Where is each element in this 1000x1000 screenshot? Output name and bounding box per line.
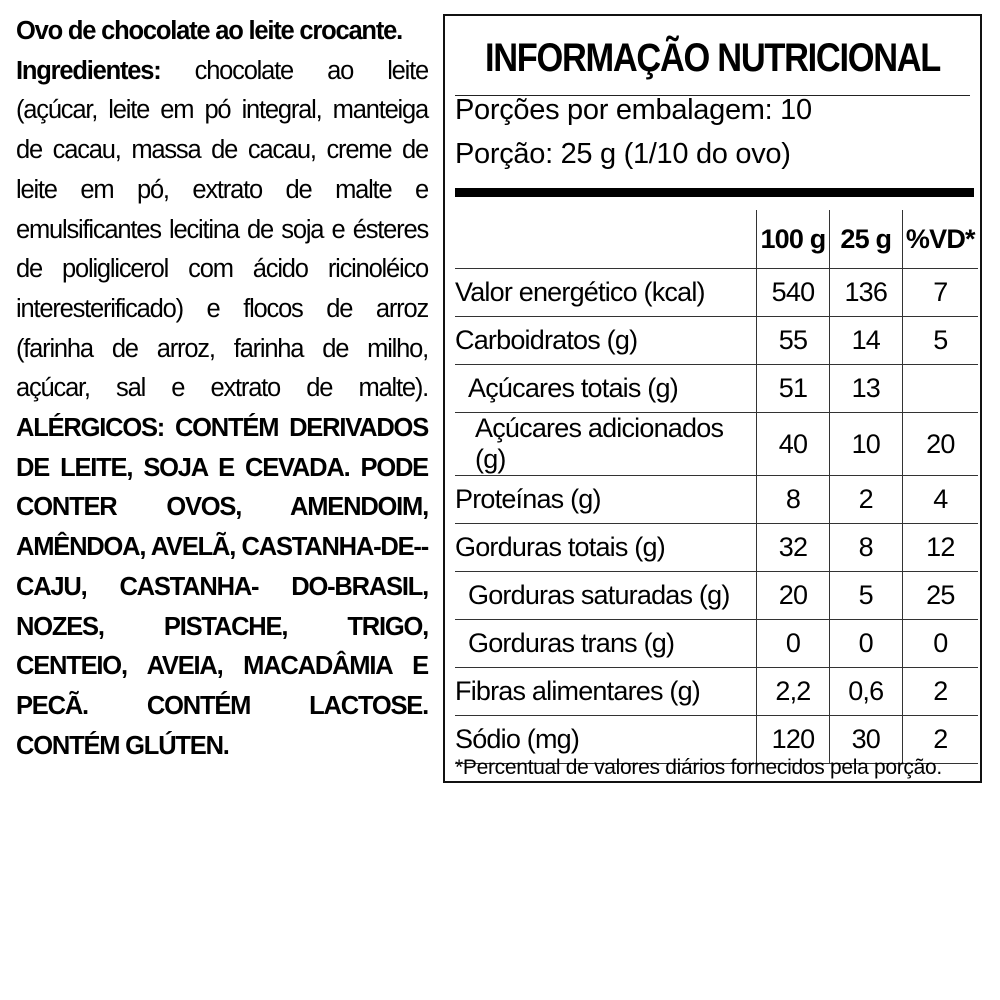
nutrition-title: INFORMAÇÃO NUTRICIONAL (484, 36, 941, 80)
ingredients-text: chocolate ao leite (açúcar, leite em pó integral, manteiga de cacau, massa de cacau, creme de leite em pó, extrato de malte e emulsificantes lecitina de soja e ésteres de poliglicerol com ácido ricinoléico interesterificado) e flocos de arroz (farinha de arroz, farinha de milho, açúcar, sal e extrato de malte). (16, 56, 428, 403)
value-daily-percent: 0 (902, 620, 978, 668)
nutrition-facts-panel (443, 14, 982, 783)
value-per-serving: 30 (829, 716, 902, 764)
value-per-serving: 8 (829, 524, 902, 572)
nutrient-label: Valor energético (kcal) (455, 269, 757, 317)
value-per-serving: 2 (829, 476, 902, 524)
value-daily-percent: 12 (902, 524, 978, 572)
nutrient-label: Açúcares adicionados (g) (455, 413, 757, 476)
table-row (455, 524, 978, 572)
value-per-serving: 5 (829, 572, 902, 620)
nutrient-label: Gorduras saturadas (g) (455, 572, 757, 620)
header-label-col (455, 210, 757, 269)
value-per-100g: 120 (757, 716, 830, 764)
table-row (455, 668, 978, 716)
nutrient-label: Gorduras totais (g) (455, 524, 757, 572)
value-per-100g: 8 (757, 476, 830, 524)
nutrition-table (455, 210, 978, 764)
product-name: Ovo de chocolate ao leite crocante. (16, 17, 402, 45)
value-daily-percent: 5 (902, 317, 978, 365)
value-daily-percent: 2 (902, 716, 978, 764)
table-row (455, 317, 978, 365)
table-row (455, 572, 978, 620)
value-daily-percent: 2 (902, 668, 978, 716)
ingredients-block (16, 12, 428, 766)
value-per-serving: 14 (829, 317, 902, 365)
nutrient-label: Gorduras trans (g) (455, 620, 757, 668)
table-header-row (455, 210, 978, 269)
nutrient-label: Açúcares totais (g) (455, 365, 757, 413)
value-daily-percent: 25 (902, 572, 978, 620)
ingredients-label: Ingredientes: (16, 56, 161, 85)
value-per-serving: 13 (829, 365, 902, 413)
value-daily-percent: 7 (902, 269, 978, 317)
value-per-100g: 40 (757, 413, 830, 476)
servings-per-package: Porções por embalagem: 10 (455, 94, 812, 126)
serving-size: Porção: 25 g (1/10 do ovo) (455, 138, 791, 170)
footnote: *Percentual de valores diários fornecidos pela porção. (455, 756, 942, 779)
value-per-100g: 2,2 (757, 668, 830, 716)
value-per-100g: 540 (757, 269, 830, 317)
table-row (455, 413, 978, 476)
value-daily-percent: 4 (902, 476, 978, 524)
nutrient-label: Sódio (mg) (455, 716, 757, 764)
header-per-100g: 100 g (757, 210, 830, 269)
value-per-serving: 0 (829, 620, 902, 668)
value-daily-percent (902, 365, 978, 413)
value-per-serving: 0,6 (829, 668, 902, 716)
value-per-serving: 136 (829, 269, 902, 317)
value-per-100g: 0 (757, 620, 830, 668)
table-row (455, 620, 978, 668)
value-per-100g: 32 (757, 524, 830, 572)
nutrient-label: Fibras alimentares (g) (455, 668, 757, 716)
value-daily-percent: 20 (902, 413, 978, 476)
value-per-100g: 20 (757, 572, 830, 620)
table-row (455, 365, 978, 413)
value-per-100g: 51 (757, 365, 830, 413)
table-row (455, 269, 978, 317)
header-daily-value: %VD* (902, 210, 978, 269)
value-per-serving: 10 (829, 413, 902, 476)
header-per-serving: 25 g (829, 210, 902, 269)
allergens-text: ALÉRGICOS: CONTÉM DERIVADOS DE LEITE, SOJA E CEVADA. PODE CONTER OVOS, AMENDOIM, AMÊNDOA, AVELÃ, CASTANHA-DE--CAJU, CASTANHA- DO-BRASIL, NOZES, PISTACHE, TRIGO, CENTEIO, AVEIA, MACADÂMIA E PECÃ. CONTÉM LACTOSE. CONTÉM GLÚTEN. (16, 414, 428, 760)
nutrient-label: Proteínas (g) (455, 476, 757, 524)
table-row (455, 476, 978, 524)
nutrient-label: Carboidratos (g) (455, 317, 757, 365)
value-per-100g: 55 (757, 317, 830, 365)
thick-divider (455, 188, 974, 197)
